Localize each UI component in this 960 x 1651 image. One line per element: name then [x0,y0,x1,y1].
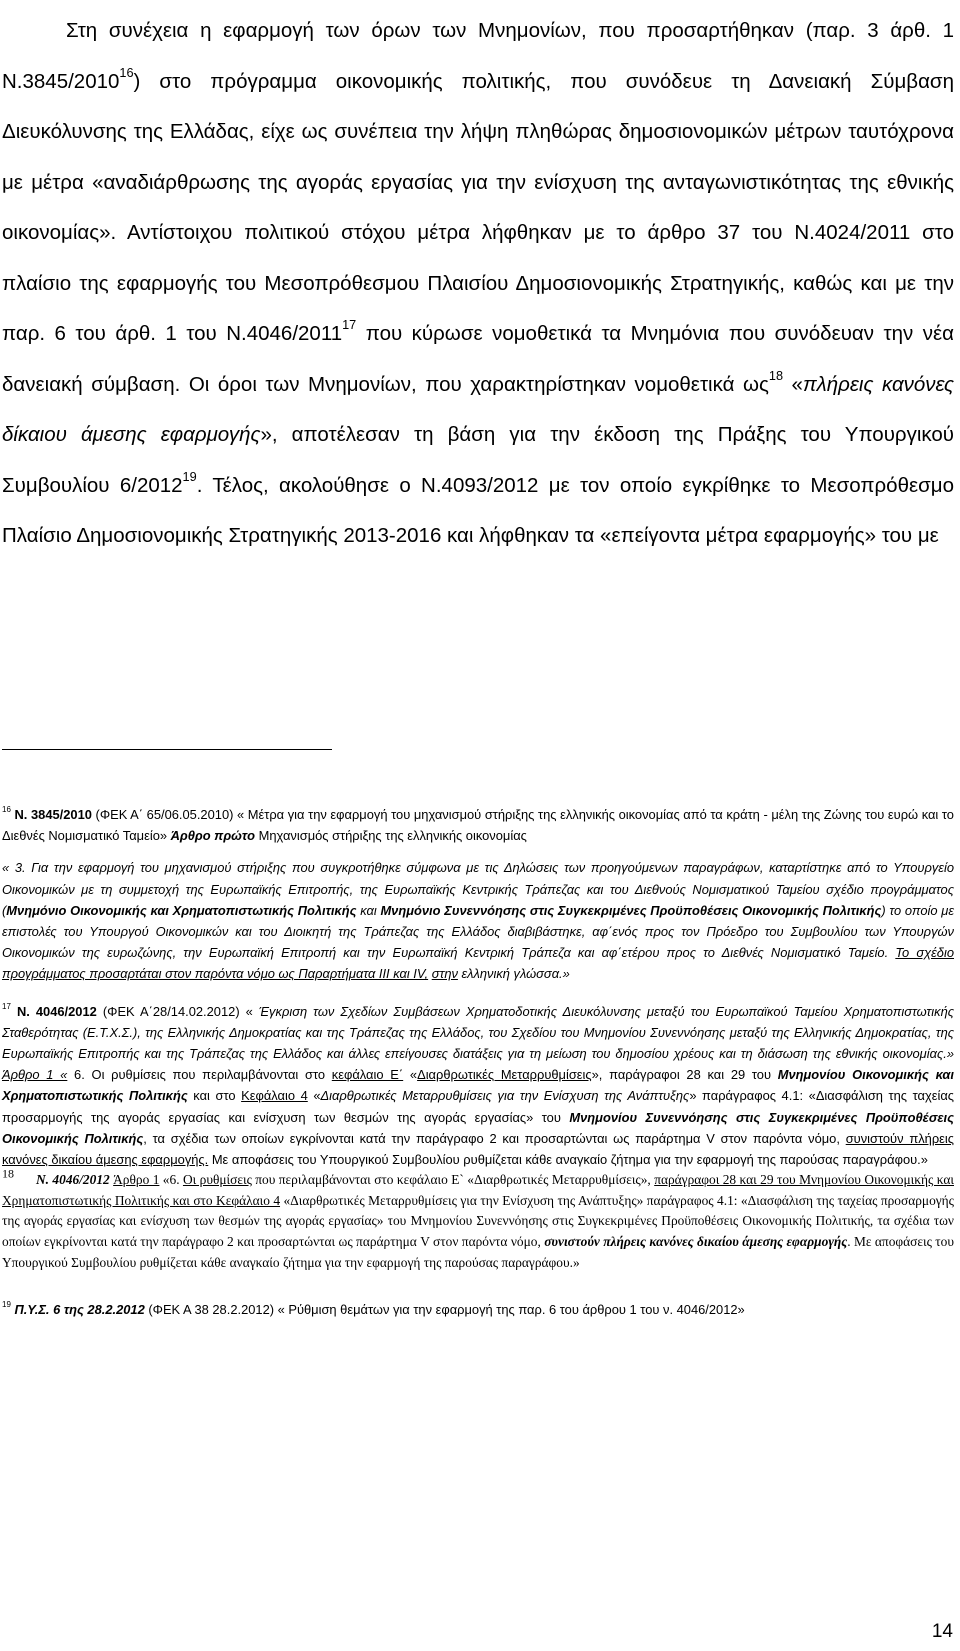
quote-bold: Μνημόνιο Οικονομικής και Χρηματοπιστωτικής Πολιτικής [6,902,357,918]
footnote-separator [2,749,332,750]
quote-text: και [356,902,381,918]
footnote-italic: Έγκριση των Σχεδίων Συμβάσεων Χρηματοδοτικής Διευκόλυνσης μεταξύ του Ευρωπαϊκού Ταμείου Χρηματοπιστωτικής Σταθερότητας (Ε.Τ.Χ.Σ.), της Ελληνικής Δημοκρατίας και της Τράπεζας της Ελλάδος, του Σχεδίου του Μνημονίου Συνεννόησης μεταξύ της Ελληνικής Δημοκρατίας, της Ευρωπαϊκής Επιτροπής και της Τράπεζας της Ελλάδος και άλλες επείγουσες διατάξεις για τη μείωση του δημοσίου χρέους και τη διάσωση της εθνικής οικονομίας.» [2,1003,954,1062]
footnote-ref-17[interactable]: 17 [342,317,357,333]
footnote-number: 16 [2,805,11,815]
memorandum-title: Μνημονίου Οικονομικής και Χρηματοπιστωτικής Πολιτικής [2,1067,954,1104]
memorandum-title: Μνημονίου Συνεννόησης στις Συγκεκριμένες Προϋποθέσεις Οικονομικής Πολιτικής [2,1109,954,1146]
footnote-text: Με αποφάσεις του Υπουργικού Συμβουλίου ρυθμίζεται κάθε αναγκαίο ζήτημα για την εφαρμογή της παρούσας παραγράφου.» [208,1152,928,1168]
footnote-text: « [307,1088,321,1104]
footnote-text: » παράγραφος 4.1: «Διασφάλιση της ταχείας προσαρμογής της αγοράς εργασίας και ενίσχυση των θεσμών της αγοράς εργασίας» του [2,1088,954,1125]
quote-underlined: Το σχέδιο προγράμματος προσαρτάται στον παρόντα νόμο ως Παραρτήματα ΙΙΙ και IV, [2,945,955,982]
footnote-text: (ΦΕΚ Α΄ 65/06.05.2010) « Μέτρα για την εφαρμογή του μηχανισμού στήριξης της ελληνικής οικονομίας από τα κράτη - μέλη της Ζώνης του ευρώ και το Διεθνές Νομισματικό Ταμείο» [2,807,954,844]
quote-bold: Μνημόνιο Συνεννόησης στις Συγκεκριμένες Προϋποθέσεις Οικονομικής Πολιτικής [380,902,882,918]
footnote-16-quote [2,857,954,984]
main-body-text [2,6,954,562]
footnote-number: 18 [2,1166,14,1181]
article-reference: Άρθρο 1 « [2,1067,68,1083]
footnote-number: 17 [2,1001,11,1011]
decision-reference: Π.Υ.Σ. 6 της 28.2.2012 [10,1302,145,1318]
footnote-text: «6. [159,1172,183,1188]
body-italic-span: πλήρεις κανόνες δίκαιου άμεσης εφαρμογής [2,372,954,446]
footnote-text: (ΦΕΚ Α΄28/14.02.2012) « [96,1003,253,1019]
body-text-span: », αποτέλεσαν τη βάση για την έκδοση της Πράξης του Υπουργικού Συμβουλίου 6/2012 [2,423,954,497]
body-text-span: ) στο πρόγραμμα οικονομικής πολιτικής, που συνόδευε τη Δανειακή Σύμβαση Διευκόλυνσης της Ελλάδας, είχε ως συνέπεια την λήψη πληθώρας δημοσιονομικών μέτρων ταυτόχρονα με μέτρα «αναδιάρθρωσης της αγοράς εργασίας για την ενίσχυση της ανταγωνιστικότητας της εθνικής οικονομίας». Αντίστοιχου πολιτικού στόχου μέτρα λήφθηκαν με το άρθρο 37 του Ν.4024/2011 στο πλαίσιο της εφαρμογής του Μεσοπρόθεσμου Πλαισίου Δημοσιονομικής Στρατηγικής, καθώς και με την παρ. 6 του άρθ. 1 του Ν.4046/2011 [2,69,954,345]
footnote-ref-16[interactable]: 16 [119,64,134,80]
page-number: 14 [931,1621,953,1642]
law-reference: Ν. 3845/2010 [10,807,92,822]
chapter-title: Διαρθρωτικές Μεταρρυθμίσεις για την Ενίσχυση της Ανάπτυξης [320,1088,690,1104]
footnote-19 [2,1299,954,1320]
footnote-underlined: παράγραφοι 28 και 29 του Μνημονίου Οικονομικής και Χρηματοπιστωτικής Πολιτικής και στο Κεφάλαιο 4 [2,1172,954,1208]
footnote-17 [2,1001,954,1171]
footnote-text: « [403,1067,418,1083]
law-reference: Ν. 4046/2012 [10,1003,97,1019]
footnote-text: (ΦΕΚ Α 38 28.2.2012) « Ρύθμιση θεμάτων για την εφαρμογή της παρ. 6 του άρθρου 1 του ν. 4046/2012» [144,1302,745,1318]
chapter-title: Διαρθρωτικές Μεταρρυθμίσεις [417,1067,592,1083]
body-text-span: « [791,372,803,396]
chapter-reference: Κεφάλαιο 4 [241,1088,308,1104]
chapter-reference: κεφάλαιο Ε΄ [331,1067,404,1083]
footnotes [2,804,954,1320]
footnote-text: . Με αποφάσεις του Υπουργικού Συμβουλίου ρυθμίζεται κάθε αναγκαίο ζήτημα για την εφαρμογή της παρούσας παραγράφου.» [2,1234,954,1270]
footnote-text: «Διαρθρωτικές Μεταρρυθμίσεις για την Ενίσχυση της Ανάπτυξης» παράγραφος 4.1: «Διασφάλιση της ταχείας προσαρμογής της αγοράς εργασίας και ενίσχυση των θεσμών της αγοράς εργασίας» του Μνημονίου Συνεννόησης στις Συγκεκριμένες Προϋποθέσεις Οικονομικής Πολιτικής, τα σχέδια των οποίων εγκρίνονται κατά την παράγραφο 2 και προσαρτώνται ως παράρτημα V στον παρόντα νόμο, [2,1192,954,1250]
quote-text: « 3. Για την εφαρμογή του μηχανισμού στήριξης που συγκροτήθηκε σύμφωνα με τις Δηλώσεις των προηγούμενων παραγράφων, καταρτίστηκε από το Υπουργείο Οικονομικών με τη συμμετοχή της Ευρωπαϊκής Επιτροπής, της Ευρωπαϊκής Κεντρικής Τράπεζας και του Διεθνούς Νομισματικού Ταμείου σχέδιο προγράμματος ( [2,860,954,918]
footnote-text: που περιλαμβάνονται στο κεφάλαιο Ε` «Διαρθρωτικές Μεταρρυθμίσεις», [251,1172,655,1188]
footnote-number: 19 [2,1300,11,1310]
footnote-16 [2,804,954,846]
article-reference: Άρθρο πρώτο [170,828,256,844]
article-reference: Άρθρο 1 [113,1172,160,1188]
footnote-ref-19[interactable]: 19 [182,468,197,484]
law-reference: N. 4046/2012 [36,1172,110,1188]
footnote-bold-italic: συνιστούν πλήρεις κανόνες δικαίου άμεσης εφαρμογής [544,1234,848,1250]
quote-underlined: στην [431,966,458,982]
quote-text: ) το οποίο με επιστολές του Υπουργού Οικονομικών και του Διοικητή της Τράπεζας της Ελλάδος διαβιβάστηκε, αφ΄ενός προς τον Πρόεδρο του Συμβουλίου των Υπουργών Οικονομικών της ευρωζώνης, την Ευρωπαϊκή Επιτροπή και την Ευρωπαϊκή Κεντρική Τράπεζα και αφ΄ετέρου προς το Διεθνές Νομισματικό Ταμείο. [2,902,954,961]
footnote-underlined: Οι ρυθμίσεις [182,1172,252,1188]
quote-text: ελληνική γλώσσα.» [457,966,570,982]
body-text-span: που κύρωσε νομοθετικά τα Μνημόνια που συνόδευαν την νέα δανειακή σύμβαση. Οι όροι των Μνημονίων, που χαρακτηρίστηκαν νομοθετικά ως [2,322,954,396]
footnote-underlined: συνιστούν πλήρεις κανόνες δικαίου άμεσης εφαρμογής. [2,1130,954,1168]
footnote-text: 6. Οι ρυθμίσεις που περιλαμβάνονται στο [67,1067,332,1083]
body-text-span: Στη συνέχεια η εφαρμογή των όρων των Μνημονίων, που προσαρτήθηκαν (παρ. 3 άρθ. 1 Ν.3845/2010 [2,19,954,93]
footnote-18 [2,1166,954,1273]
footnote-text: », παράγραφοι 28 και 29 του [591,1067,778,1083]
footnote-text: , τα σχέδια των οποίων εγκρίνονται κατά την παράγραφο 2 και προσαρτώνται ως παράρτημα V στον παρόντα νόμο, [143,1130,846,1146]
body-text-span: . Τέλος, ακολούθησε ο Ν.4093/2012 με τον οποίο εγκρίθηκε το Μεσοπρόθεσμο Πλαίσιο Δημοσιονομικής Στρατηγικής 2013-2016 και λήφθηκαν τα «επείγοντα μέτρα εφαρμογής» του με [2,473,954,547]
footnote-text: Μηχανισμός στήριξης της ελληνικής οικονομίας [255,828,527,844]
footnote-ref-18[interactable]: 18 [768,367,784,383]
body-paragraph [2,6,954,562]
footnote-text: και στο [187,1088,242,1104]
